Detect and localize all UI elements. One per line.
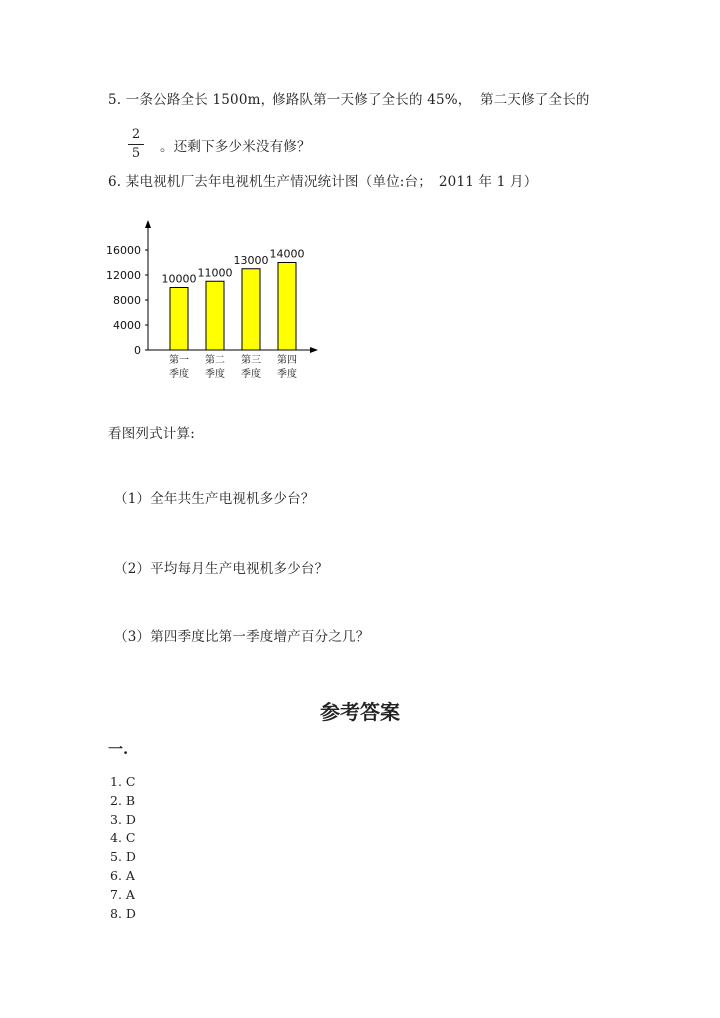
y-tick-label: 12000	[106, 269, 141, 282]
answer-item: 3. D	[110, 811, 136, 827]
answers-list	[110, 773, 136, 923]
y-tick-label: 4000	[113, 319, 141, 332]
q6-title: 6. 某电视机厂去年电视机生产情况统计图（单位:台； 2011 年 1 月）	[108, 174, 538, 190]
y-tick-label: 16000	[106, 244, 141, 257]
answer-item: 7. A	[110, 886, 135, 902]
q6-subquestion-2: （2）平均每月生产电视机多少台？	[114, 561, 329, 577]
q5-line2: 。还剩下多少米没有修？	[160, 139, 311, 155]
bar-value-label: 10000	[161, 272, 197, 286]
production-bar-chart	[104, 212, 334, 392]
x-category-label: 第一	[169, 355, 189, 366]
q5-line1-part-b: 修路队第一天修了全长的 45%，	[272, 92, 472, 108]
fraction-two-fifths	[128, 128, 144, 161]
answer-item: 4. C	[110, 830, 136, 846]
bar-value-label: 11000	[197, 266, 233, 280]
x-category-label: 第三	[241, 355, 261, 366]
x-category-label: 季度	[241, 369, 261, 380]
bar	[170, 288, 188, 351]
chart-y-ticks	[106, 244, 148, 357]
y-axis-arrow	[145, 220, 151, 228]
fraction-numerator: 2	[131, 127, 141, 142]
x-category-label: 季度	[205, 369, 225, 380]
y-tick-label: 0	[134, 344, 141, 357]
q6-subquestion-3: （3）第四季度比第一季度增产百分之几？	[114, 629, 370, 645]
answer-item: 2. B	[110, 792, 136, 808]
answer-item: 1. C	[110, 774, 136, 789]
x-category-label: 季度	[277, 369, 297, 380]
answer-item: 8. D	[110, 905, 136, 921]
x-category-label: 第二	[205, 355, 225, 366]
x-axis-arrow	[310, 347, 318, 353]
fraction-denominator: 5	[131, 146, 141, 161]
q5-line1-part-a: 5. 一条公路全长 1500m，	[108, 92, 275, 108]
bar	[242, 269, 260, 350]
q6-instruction: 看图列式计算:	[108, 426, 195, 442]
chart-x-categories	[169, 353, 297, 380]
x-category-label: 季度	[169, 369, 189, 380]
fraction-bar	[128, 144, 144, 145]
bar-value-label: 14000	[269, 247, 305, 261]
answer-item: 5. D	[110, 849, 136, 865]
bar	[278, 263, 296, 351]
bar-value-label: 13000	[233, 253, 269, 267]
x-category-label: 第四	[277, 355, 297, 366]
q5-line1-part-c: 第二天修了全长的	[480, 92, 590, 108]
y-tick-label: 8000	[113, 294, 141, 307]
answer-item: 6. A	[110, 867, 135, 883]
answers-section-heading: 一.	[108, 740, 129, 758]
bar	[206, 281, 224, 350]
answers-title: 参考答案	[320, 700, 400, 724]
q6-subquestion-1: （1）全年共生产电视机多少台？	[114, 491, 315, 507]
